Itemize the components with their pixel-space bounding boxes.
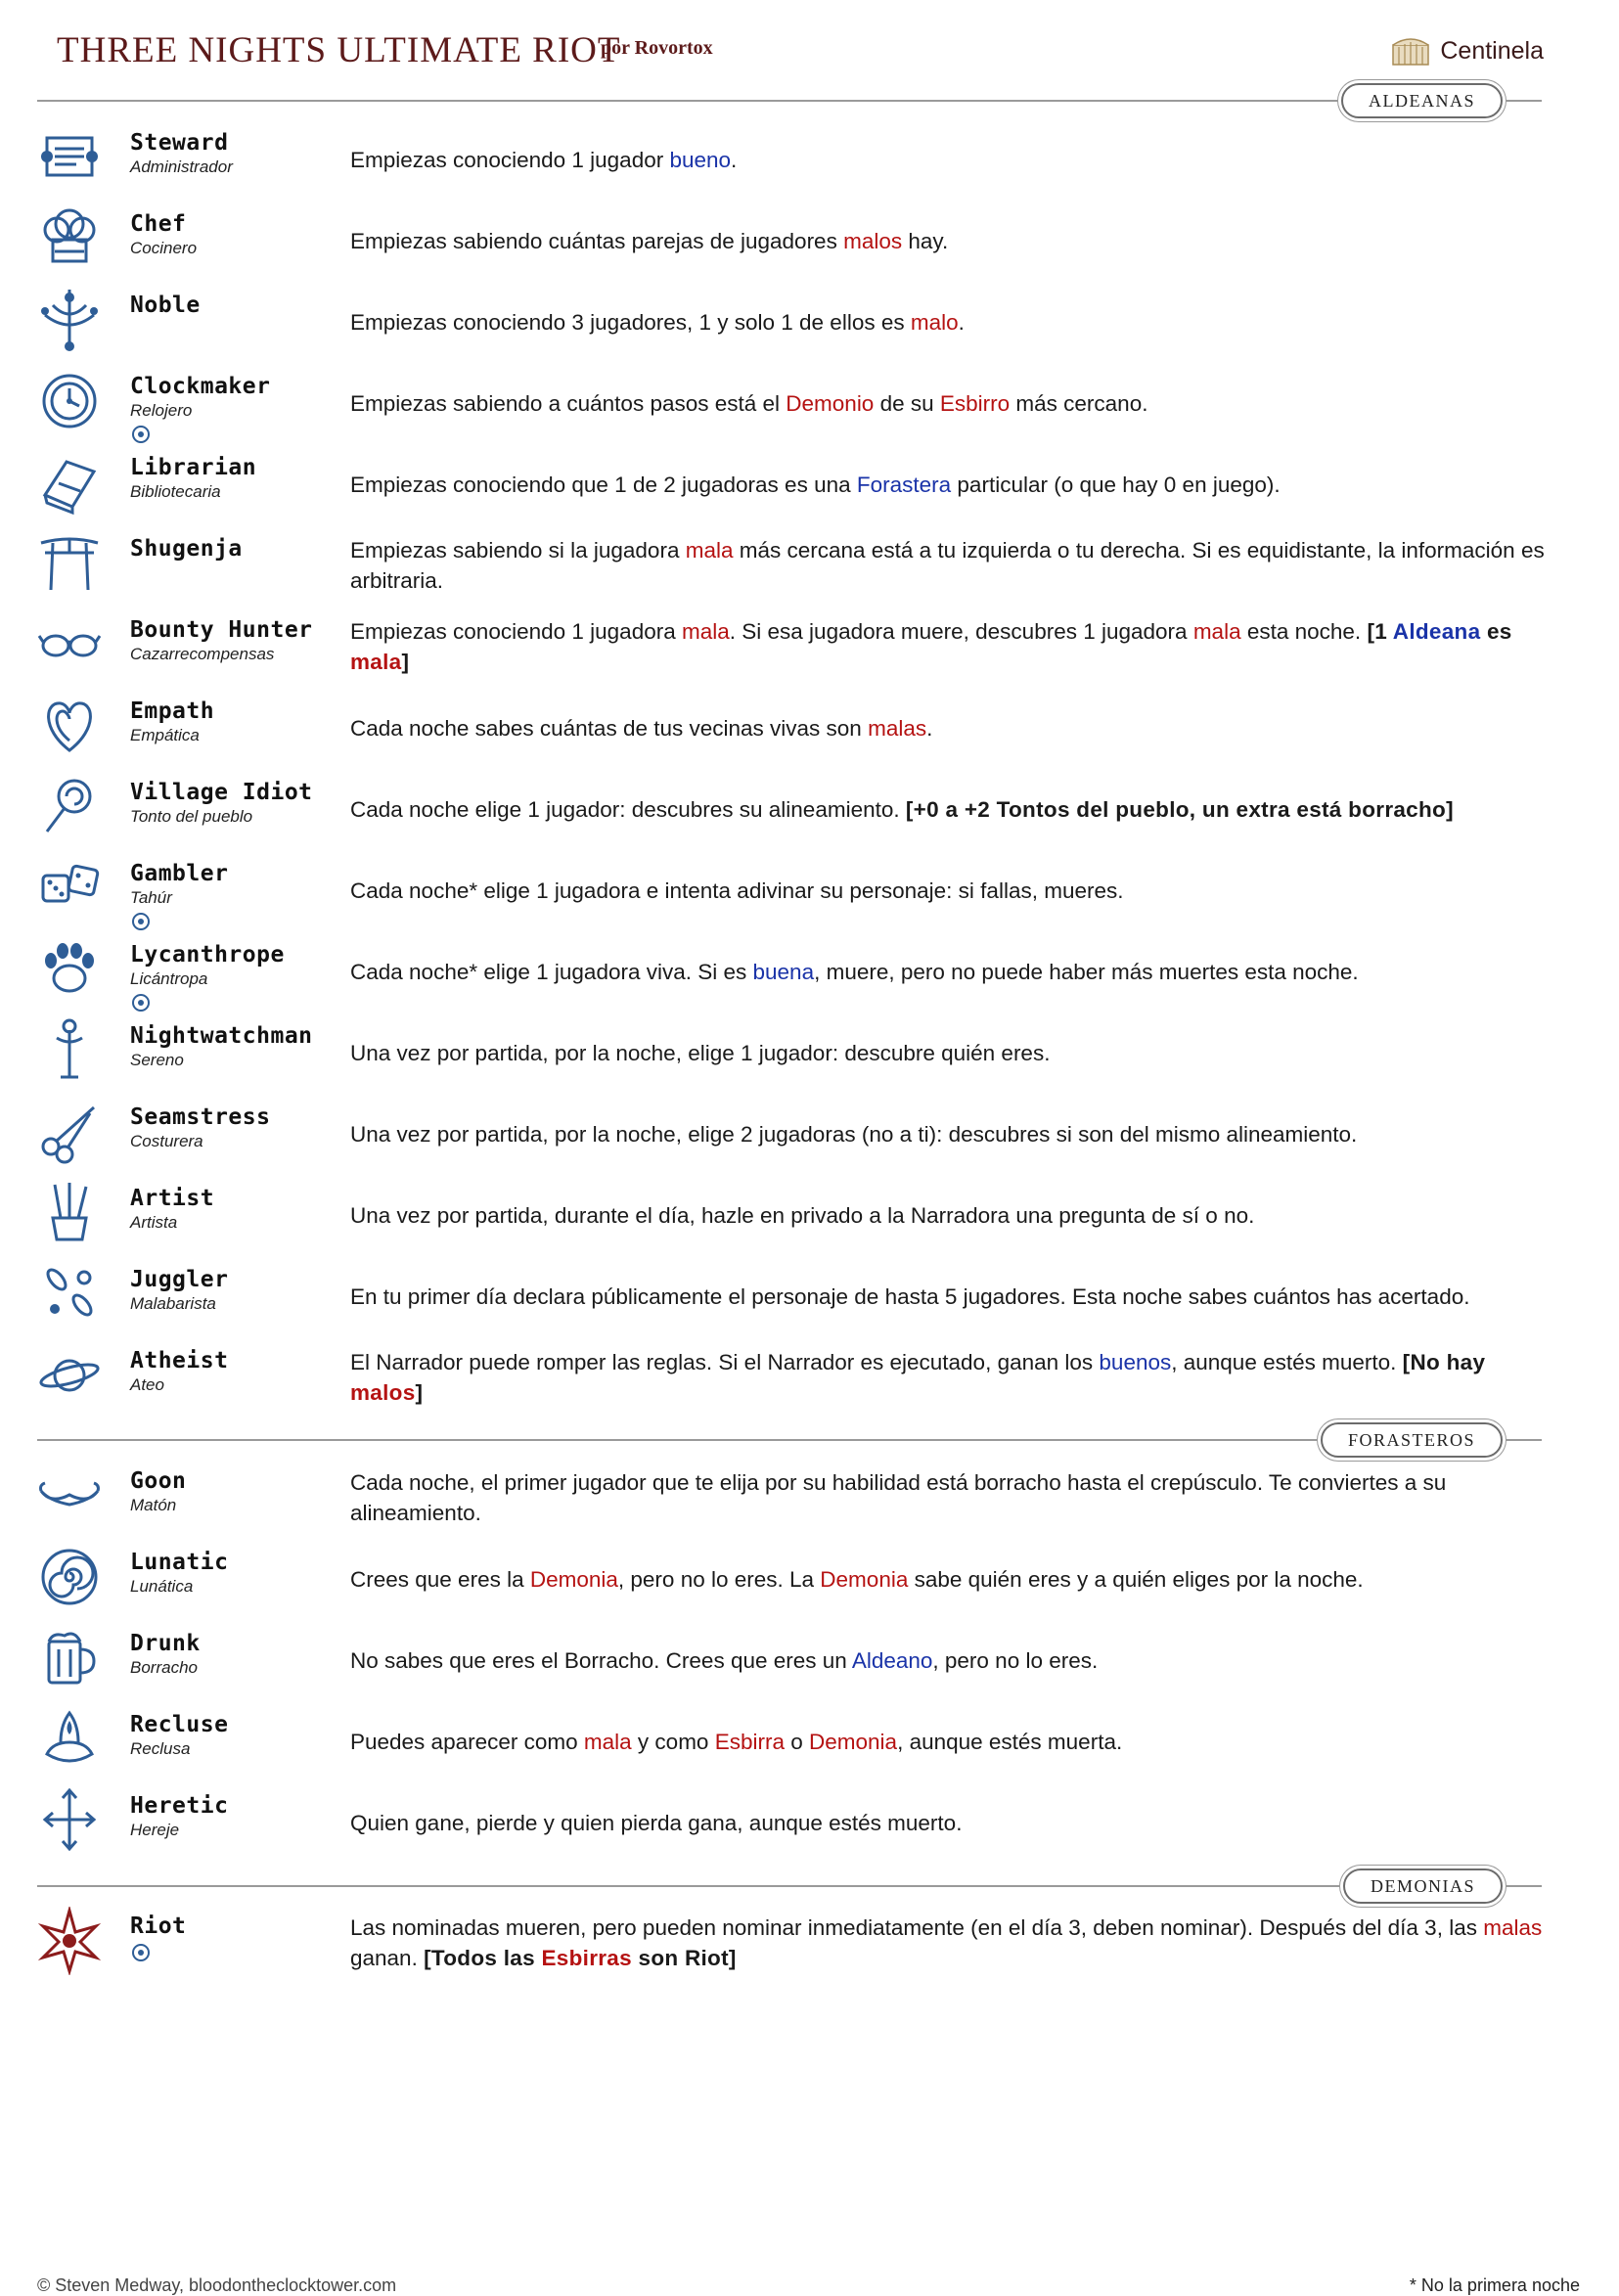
paw-icon: [37, 935, 102, 1004]
character-names: [130, 941, 355, 1013]
character-row-seamstress: [37, 1094, 1544, 1174]
character-ability: Crees que eres la Demonia, pero no lo eres. La Demonia sabe quién eres y a quién eliges por la noche.: [350, 1566, 1364, 1592]
tankard-icon: [37, 1624, 102, 1692]
character-name: Chef: [130, 211, 187, 237]
dice-icon: [37, 854, 102, 923]
character-row-steward: [37, 119, 1544, 200]
character-name: Shugenja: [130, 536, 243, 562]
character-translation: Sereno: [130, 1051, 184, 1069]
character-translation: Reclusa: [130, 1739, 191, 1758]
character-names: [130, 1467, 355, 1516]
section-badge: ALDEANAS: [1341, 83, 1503, 118]
spectacles-icon: [37, 610, 102, 679]
character-name: Empath: [130, 698, 215, 724]
book-icon: [37, 448, 102, 517]
oil-lamp-icon: [37, 1705, 102, 1774]
character-row-drunk: [37, 1620, 1544, 1700]
character-ability: El Narrador puede romper las reglas. Si el Narrador es ejecutado, ganan los buenos, aunque estés muerto. [No hay malos]: [350, 1350, 1486, 1405]
character-ability: Cada noche sabes cuántas de tus vecinas vivas son malas.: [350, 715, 933, 741]
section-badge: DEMONIAS: [1343, 1868, 1503, 1904]
character-translation: Matón: [130, 1496, 177, 1514]
scissors-icon: [37, 1098, 102, 1166]
character-ability: Quien gane, pierde y quien pierda gana, aunque estés muerto.: [350, 1810, 963, 1835]
character-row-shugenja: [37, 525, 1544, 606]
character-translation: Borracho: [130, 1658, 198, 1677]
heart-icon: [37, 692, 102, 760]
character-row-heretic: [37, 1782, 1544, 1863]
character-translation: Cazarrecompensas: [130, 645, 275, 663]
juggling-pins-icon: [37, 1260, 102, 1328]
character-ability: En tu primer día declara públicamente el personaje de hasta 5 jugadores. Esta noche sabes cuántos has acertado.: [350, 1283, 1470, 1309]
character-name: Riot: [130, 1913, 187, 1939]
moustache-icon: [37, 1462, 102, 1530]
character-ability: Empiezas conociendo 3 jugadores, 1 y solo 1 de ellos es malo.: [350, 309, 965, 335]
character-translation: Tonto del pueblo: [130, 807, 253, 826]
planet-icon: [37, 1341, 102, 1410]
character-names: [130, 454, 355, 503]
character-translation: Cocinero: [130, 239, 198, 257]
script-title: THREE NIGHTS ULTIMATE RIOT: [57, 30, 621, 70]
character-row-lunatic: [37, 1539, 1544, 1619]
cross-arrows-icon: [37, 1786, 102, 1855]
character-name: Librarian: [130, 455, 257, 480]
lamppost-icon: [37, 1016, 102, 1085]
character-ability: Empiezas conociendo que 1 de 2 jugadoras es una Forastera particular (o que hay 0 en juego).: [350, 472, 1281, 497]
clock-icon: [37, 367, 102, 435]
jinx-icon: [130, 911, 152, 932]
character-names: [130, 1185, 355, 1234]
section-outsiders: [37, 1420, 1542, 1460]
character-names: [130, 373, 355, 445]
character-ability: Una vez por partida, por la noche, elige 2 jugadoras (no a ti): descubres si son del mismo alineamiento.: [350, 1121, 1358, 1147]
character-name: Gambler: [130, 861, 229, 886]
torii-icon: [37, 529, 102, 598]
character-ability: Empiezas sabiendo si la jugadora mala más cercana está a tu izquierda o tu derecha. Si es equidistante, la información es arbitraria.: [350, 538, 1545, 593]
character-name: Recluse: [130, 1712, 229, 1737]
character-ability: Cada noche* elige 1 jugadora e intenta adivinar su personaje: si fallas, mueres.: [350, 878, 1124, 903]
section-badge: FORASTEROS: [1321, 1422, 1503, 1458]
character-row-artist: [37, 1175, 1544, 1255]
character-translation: Costurera: [130, 1132, 203, 1150]
character-row-goon: [37, 1458, 1544, 1538]
character-name: Goon: [130, 1468, 187, 1494]
character-translation: Bibliotecaria: [130, 482, 221, 501]
character-row-atheist: [37, 1337, 1544, 1418]
character-translation: Empática: [130, 726, 200, 744]
character-name: Village Idiot: [130, 780, 313, 805]
character-name: Heretic: [130, 1793, 229, 1819]
character-names: [130, 698, 355, 746]
character-translation: Hereje: [130, 1821, 180, 1839]
character-ability: Empiezas conociendo 1 jugadora mala. Si esa jugadora muere, descubres 1 jugadora mala esta noche. [1 Aldeana es mala]: [350, 619, 1512, 674]
character-name: Juggler: [130, 1267, 229, 1292]
scroll-icon: [37, 123, 102, 192]
character-row-gambler: [37, 850, 1544, 930]
character-row-riot: [37, 1903, 1544, 1983]
character-names: [130, 1792, 355, 1841]
character-name: Nightwatchman: [130, 1023, 313, 1049]
character-row-noble: [37, 282, 1544, 362]
character-translation: Artista: [130, 1213, 178, 1232]
character-ability: Las nominadas mueren, pero pueden nominar inmediatamente (en el día 3, deben nominar). Después del día 3, las malas ganan. [Todos las Esbirras son Riot]: [350, 1915, 1543, 1970]
character-ability: Cada noche* elige 1 jugadora viva. Si es buena, muere, pero no puede haber más muertes esta noche.: [350, 959, 1359, 984]
character-names: [130, 616, 355, 665]
character-row-chef: [37, 201, 1544, 281]
character-name: Artist: [130, 1186, 215, 1211]
section-demons: [37, 1867, 1542, 1906]
character-name: Drunk: [130, 1631, 201, 1656]
character-translation: Administrador: [130, 158, 233, 176]
character-translation: Malabarista: [130, 1294, 216, 1313]
riot-star-icon: [37, 1907, 102, 1975]
character-row-librarian: [37, 444, 1544, 524]
character-translation: Ateo: [130, 1375, 164, 1394]
jinx-icon: [130, 1942, 152, 1963]
character-ability: Una vez por partida, durante el día, hazle en privado a la Narradora una pregunta de sí o no.: [350, 1202, 1255, 1228]
character-names: [130, 210, 355, 259]
character-names: [130, 1266, 355, 1315]
character-row-lycanthrope: [37, 931, 1544, 1012]
character-names: [130, 1711, 355, 1760]
section-townsfolk: [37, 81, 1542, 120]
character-name: Seamstress: [130, 1104, 271, 1130]
header: [57, 29, 1544, 88]
character-ability: Cada noche elige 1 jugador: descubres su alineamiento. [+0 a +2 Tontos del pueblo, un extra está borracho]: [350, 796, 1454, 822]
character-name: Clockmaker: [130, 374, 271, 399]
character-name: Bounty Hunter: [130, 617, 313, 643]
character-name: Lunatic: [130, 1550, 229, 1575]
character-translation: Tahúr: [130, 888, 172, 907]
character-translation: Licántropa: [130, 969, 208, 988]
character-translation: Lunática: [130, 1577, 194, 1596]
character-ability: Puedes aparecer como mala y como Esbirra o Demonia, aunque estés muerta.: [350, 1729, 1123, 1754]
copyright: © Steven Medway, bloodontheclocktower.com: [37, 2275, 397, 2295]
character-names: [130, 1549, 355, 1598]
character-names: [130, 1103, 355, 1152]
gate-icon: [1391, 35, 1430, 67]
jinx-icon: [130, 424, 152, 445]
chef-hat-icon: [37, 204, 102, 273]
brushes-icon: [37, 1179, 102, 1247]
character-row-village-idiot: [37, 769, 1544, 849]
character-name: Noble: [130, 293, 201, 318]
lollipop-icon: [37, 773, 102, 841]
character-name: Steward: [130, 130, 229, 156]
jinx-icon: [130, 992, 152, 1013]
character-row-clockmaker: [37, 363, 1544, 443]
character-names: [130, 535, 355, 563]
character-names: [130, 1913, 355, 1963]
character-ability: Empiezas sabiendo cuántas parejas de jugadores malos hay.: [350, 228, 949, 253]
character-row-bounty-hunter: [37, 607, 1544, 687]
character-ability: Cada noche, el primer jugador que te elija por su habilidad está borracho hasta el crepúsculo. Te conviertes a su alineamiento.: [350, 1470, 1447, 1525]
first-night-note: * No la primera noche: [1409, 2275, 1580, 2295]
character-translation: Relojero: [130, 401, 193, 420]
character-names: [130, 1022, 355, 1071]
edition-label: Centinela: [1440, 36, 1544, 65]
character-names: [130, 860, 355, 932]
edition: [1391, 35, 1544, 67]
character-names: [130, 292, 355, 319]
character-ability: No sabes que eres el Borracho. Crees que eres un Aldeano, pero no lo eres.: [350, 1647, 1099, 1673]
character-row-juggler: [37, 1256, 1544, 1336]
character-ability: Empiezas sabiendo a cuántos pasos está el Demonio de su Esbirro más cercano.: [350, 390, 1148, 416]
character-names: [130, 1347, 355, 1396]
character-name: Atheist: [130, 1348, 229, 1373]
script-author: por Rovortox: [601, 37, 713, 59]
character-names: [130, 1630, 355, 1679]
character-row-recluse: [37, 1701, 1544, 1781]
character-name: Lycanthrope: [130, 942, 285, 968]
character-names: [130, 779, 355, 828]
character-row-nightwatchman: [37, 1013, 1544, 1093]
chandelier-icon: [37, 286, 102, 354]
spiral-icon: [37, 1543, 102, 1611]
character-names: [130, 129, 355, 178]
character-ability: Empiezas conociendo 1 jugador bueno.: [350, 147, 738, 172]
character-ability: Una vez por partida, por la noche, elige 1 jugador: descubre quién eres.: [350, 1040, 1051, 1065]
character-row-empath: [37, 688, 1544, 768]
